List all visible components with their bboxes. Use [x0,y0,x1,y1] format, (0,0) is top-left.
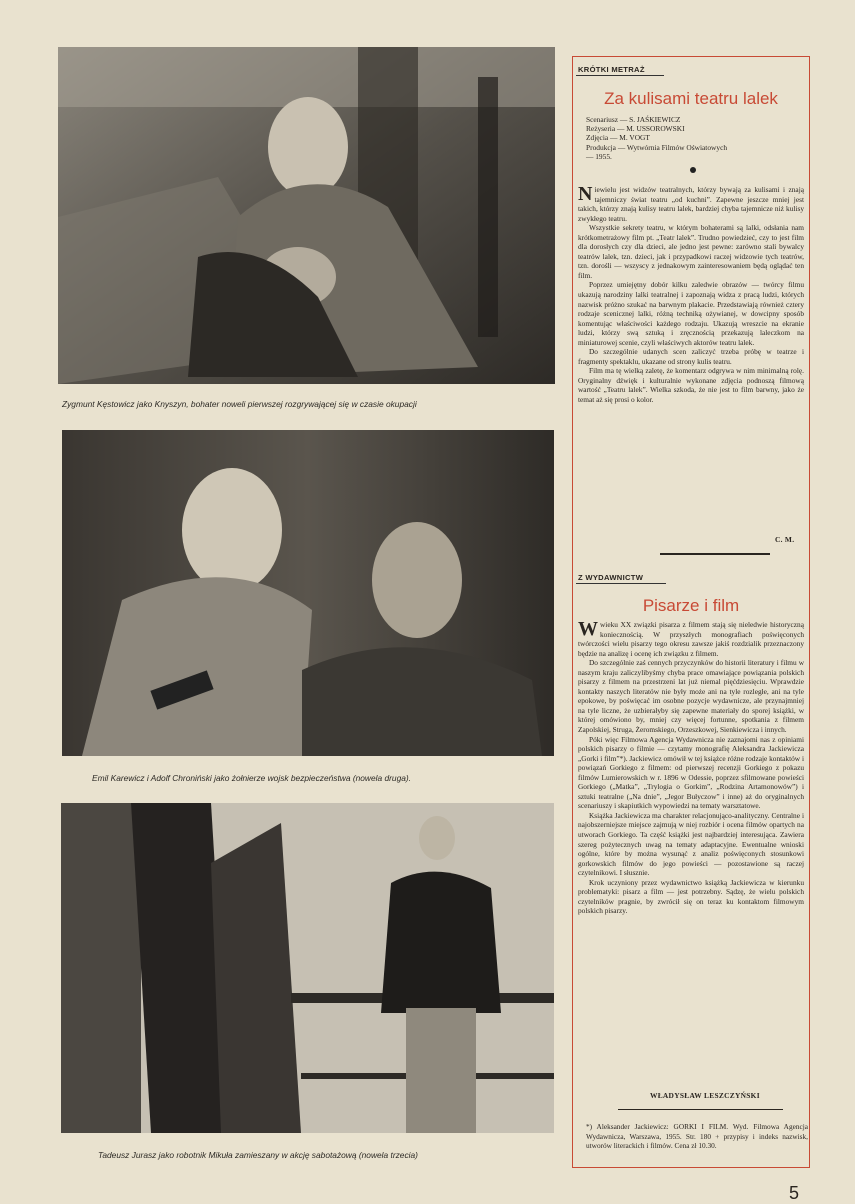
article2-body [578,620,804,916]
photo-2-caption: Emil Karewicz i Adolf Chroniński jako żołnierze wojsk bezpieczeństwa (nowela druga). [92,773,412,783]
photo-1-caption: Zygmunt Kęstowicz jako Knyszyn, bohater noweli pierwszej rozgrywającej się w czasie okupacji [62,399,417,409]
bullet-divider [690,167,696,173]
paragraph: Wwieku XX związki pisarza z filmem stają się nieledwie historyczną koniecznością. W przyszłych monografiach poświęconych twórczości wielu pisarzy tego okresu zawsze jakiś rozdzialik przeznaczony będzie na analizę i ocenę ich związku z filmem. [578,618,804,658]
section-label-publications: Z WYDAWNICTW [578,573,644,582]
film-credits [586,115,806,161]
paragraph: Poprzez umiejętny dobór kilku zaledwie obrazów — twórcy filmu ukazują narodziny lalki teatralnej i zapoznają widza z pracą ludzi, których nazwisk próżno szukać na barwnym plakacie. Przedstawiają również cztery rodzaje scenicznej lalki, różną techniką ożywianej, w dowcipny sposób komentując właściwości każdego rodzaju. Ukazują wreszcie na ekranie ludzi, którzy swą sztuką i zręcznością przekazują laleczkom na miniaturowej scenie, czyli właściwych aktorów teatru lalek. [578,280,804,347]
article1-body [578,185,804,405]
photo-two-soldiers [62,430,554,756]
paragraph: Wszystkie sekrety teatru, w którym bohaterami są lalki, odsłania nam krótkometrażowy film pt. „Teatr lalek”. Trudno powiedzieć, czy to jest film dla dorosłych czy dla dzieci, ale jedno jest pewne: zarówno stali bywalcy teatrów lalek, tzn. dzieci, jak i przypadkowi raczej widzowie tych teatrów, tzn. dorośli — wszyscy z jednakowym zainteresowaniem będą oglądać ten film. [578,223,804,280]
paragraph: Książka Jackiewicza ma charakter relacjonująco-analityczny. Centralne i najobszerniejsze miejsce zajmują w niej rozbiór i ocena filmów opartych na utworach Gorkiego. Ta część książki jest najbardziej interesująca. Zawiera szereg pożytecznych uwag na tematy adaptacyjne. Ewentualne wnioski ogólne, które by można wysunąć z analiz poświęconych stosunkowi gorkowskich filmów do jego powieści — pozostawione są raczej czytelnikowi. I słusznie. [578,810,804,878]
paragraph: Niewielu jest widzów teatralnych, którzy bywają za kulisami i znają tajemniczy świat teatru „od kuchni”. Zapewne jeszcze mniej jest takich, którzy znają kulisy teatru lalek, bardziej chyba tajemnicze niż kulisy zwykłego teatru. [578,183,804,223]
paragraph: Póki więc Filmowa Agencja Wydawnicza nie zaznajomi nas z opiniami polskich pisarzy o filmie — czytamy monografię Aleksandra Jackiewicza „Gorki i film”*). Jackiewicz omówił w tej książce różne rodzaje kontaktów i powiązań Gorkiego z filmem: od pierwszej recenzji Gorkiego z pokazu filmów Lumierowskich w r. 1896 w Odessie, poprzez sfilmowane powieści Gorkiego („Matka”, „Trylogia o Gorkim”, „Rodzina Artamonowów”) i sztuki teatralne („Na dnie”, „Jegor Bułyczow” i inne) aż do oryginalnych scenariuszy i skapiutkich wypowiedzi na tematy warsztatowe. [578,734,804,811]
paragraph: Film ma tę wielką zaletę, że komentarz odgrywa w nim minimalną rolę. Oryginalny dźwięk i kulturalnie wykonane zdjęcia podnoszą filmową wartość „Teatru lalek”. Wielka szkoda, że nie jest to film barwny, jako że temat aż się prosi o kolor. [578,366,804,405]
credit-row: — 1955. [586,151,612,161]
section-underline [576,75,664,76]
credit-row: Produkcja — Wytwórnia Filmów Oświatowych [586,142,728,152]
credit-row: Scenariusz — S. JAŚKIEWICZ [586,115,681,124]
paragraph: Do szczególnie zaś cennych przyczynków do historii literatury i filmu w naszym kraju zaliczylibyśmy chyba prace omawiające powiązania polskich pisarzy z filmem na przestrzeni lat już niemal pięćdziesięciu. Wprawdzie kontakty naszych literatów nie były może ani na tyle rozległe, ani na tyle epokowe, by poświęcać im osobne pozycje wydawnicze, ale przynajmniej na tyle liczne, że uzbierałyby się zapewne materiały do sporej książki, w której omówiono by, mniej czy więcej fortunne, spotkania z filmem Zapolskiej, Strugа, Żeromskiego, Orzeszkowej, Sienkiewicza i innych. [578,658,804,735]
footnote: *) Aleksander Jackiewicz: GORKI I FILM. Wyd. Filmowa Agencja Wydawnicza, Warszawa, 1955. Str. 180 + przypisy i indeks nazwisk, utworów literackich i filmów. Cena zł 10.30. [586,1122,808,1151]
credit-row: Zdjęcia — M. VOGT [586,133,650,143]
credit-row: Reżyseria — M. USSOROWSKI [586,124,685,134]
footnote-rule [618,1109,783,1110]
paragraph: Do szczególnie udanych scen zaliczyć trzeba próbę w teatrze i fragmenty spektaklu, ukazane od strony kulis teatru. [578,347,804,366]
article-title-puppet-theatre: Za kulisami teatru lalek [604,89,778,108]
section-underline [576,583,666,584]
photo-wounded-men [58,47,555,384]
paragraph: Krok uczyniony przez wydawnictwo książką Jackiewicza w kierunku problematyki: pisarz a film — jest potrzebny. Sądzę, że wielu polskich czytelników pragnie, by zwrócił się on teraz ku kontaktom filmowym polskich pisarzy. [578,877,804,916]
photo-3-caption: Tadeusz Jurasz jako robotnik Mikuła zamieszany w akcję sabotażową (nowela trzecia) [98,1150,418,1160]
photo-man-on-bridge [61,803,554,1133]
article-divider-rule [660,553,770,555]
article-title-writers-and-film: Pisarze i film [642,596,740,615]
page-number: 5 [789,1183,800,1203]
article1-signature: C. M. [775,535,795,544]
article2-signature: WŁADYSŁAW LESZCZYŃSKI [650,1091,760,1100]
section-label-short-film: KRÓTKI METRAŻ [578,65,645,74]
